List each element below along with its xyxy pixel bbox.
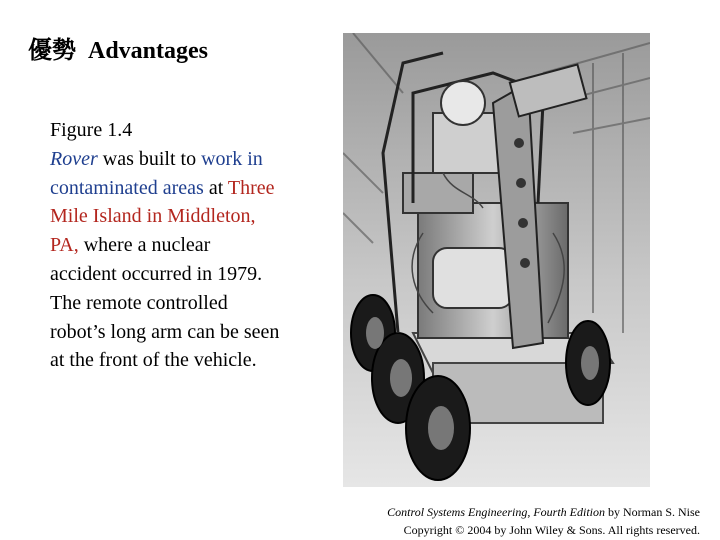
caption-contaminated: work in contaminated areas <box>50 147 263 199</box>
title-en: Advantages <box>88 38 209 64</box>
rover-photo <box>343 33 650 487</box>
rover-robot-illustration <box>343 33 650 487</box>
title-cjk: 優勢 <box>28 36 76 64</box>
copyright-line: Copyright © 2004 by John Wiley & Sons. All rights reserved. <box>403 523 700 537</box>
caption-rest: where a nuclear accident occurred in 1979. The remote controlled robot’s long arm can be seen at the front of the vehicle. <box>50 234 280 372</box>
caption-at: at <box>203 176 228 199</box>
figure-caption <box>50 116 280 375</box>
footer-credit <box>387 503 700 539</box>
book-author: by Norman S. Nise <box>605 505 700 519</box>
book-title: Control Systems Engineering, Fourth Edition <box>387 505 605 519</box>
caption-location: Three Mile Island in Middleton, PA, <box>50 176 275 257</box>
figure-label: Figure 1.4 <box>50 119 133 141</box>
caption-built: was built to <box>97 147 197 170</box>
footer-book-line <box>387 503 700 521</box>
slide-title <box>28 30 208 71</box>
caption-rover: Rover <box>50 147 98 170</box>
